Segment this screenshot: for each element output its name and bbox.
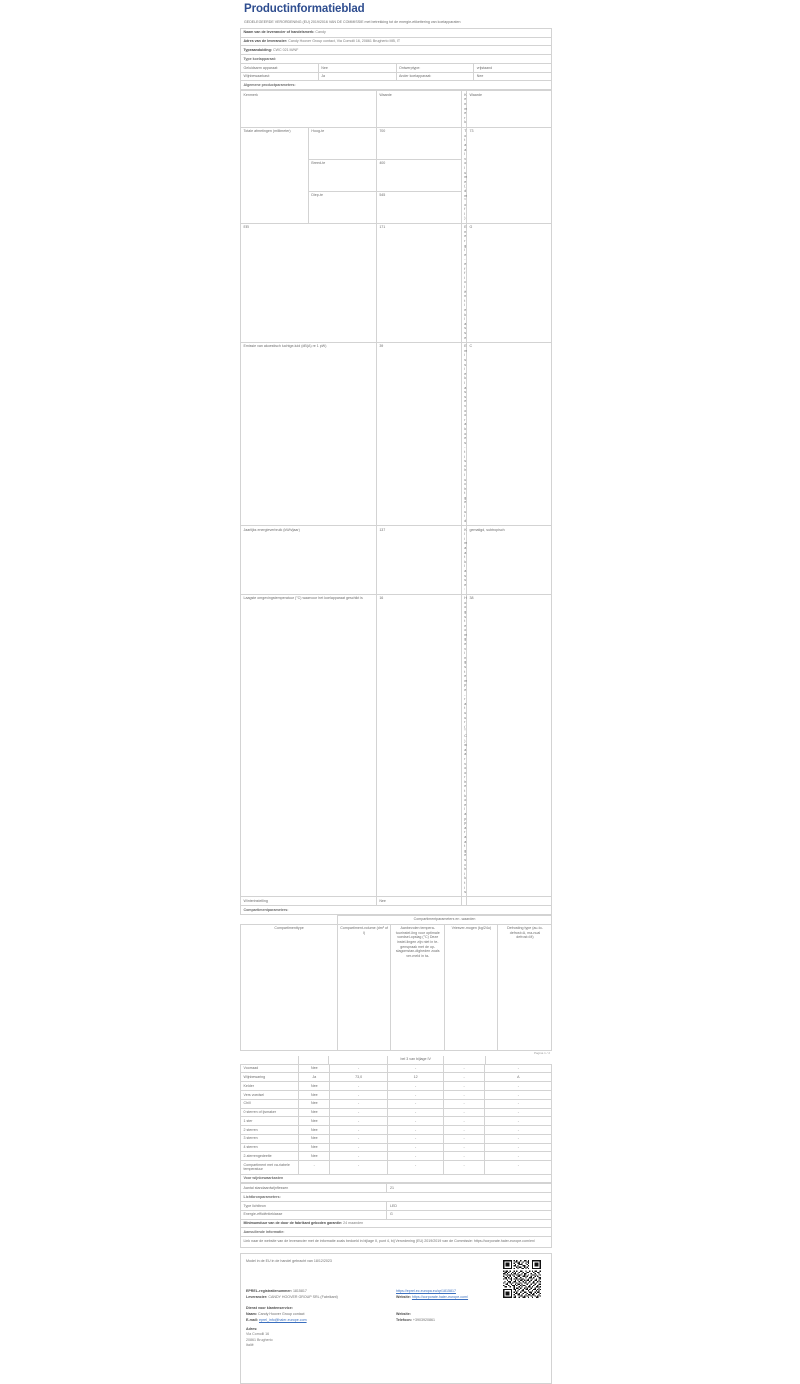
compartment-freeze-cell: -	[443, 1108, 485, 1117]
footer-contact-row	[246, 1317, 546, 1323]
compartment-present-cell: Nee	[299, 1143, 329, 1152]
table-row	[241, 46, 552, 55]
model-label: Typeaanduiding:	[243, 47, 272, 52]
compartment-present-cell: Ja	[299, 1073, 329, 1082]
supplier-name-value: Candy	[315, 30, 326, 35]
table-row	[241, 1064, 552, 1073]
compartment-volume-cell: -	[329, 1126, 387, 1135]
table-row	[241, 1108, 552, 1117]
compartment-freeze-header: Vriesver-mogen (kg/24u)	[444, 924, 498, 1050]
service-website-label: Website:	[396, 1312, 411, 1317]
document-page	[240, 0, 552, 1348]
wine-cabinets-section-label: Voor wijnbewaarkasten	[241, 1174, 552, 1183]
table-row	[241, 1201, 552, 1210]
compartment-type-cell: 2-sterrengedeelte	[241, 1152, 299, 1161]
address-line-1: Via Comolli 16	[246, 1332, 270, 1337]
energy-class-value: G	[467, 223, 552, 342]
climate-class-label: Klimaatklasse:	[461, 526, 466, 595]
header-kenmerk-1: Kenmerk	[241, 91, 377, 127]
table-row	[241, 37, 552, 46]
table-row	[241, 1090, 552, 1099]
phone-block	[396, 1317, 546, 1323]
table-row	[241, 1237, 552, 1248]
supplier-address-value: Candy Hoover Group contact, Via Comolli 16, 20861 Brugherio MB, IT	[288, 39, 401, 44]
other-appliance-label: Ander koelapparaat:	[396, 72, 474, 81]
light-class-label: Energie-efficiëntieklasse	[241, 1210, 387, 1219]
footer-supplier-value: CANDY HOOVER GROUP SRL (Fabrikant)	[268, 1295, 338, 1300]
table-row	[241, 1184, 552, 1193]
table-row	[241, 1193, 552, 1202]
table-header-row	[241, 91, 552, 127]
compartment-blank-cell-2	[304, 915, 337, 924]
compartment-present-cell: Nee	[299, 1152, 329, 1161]
compartment-present-cell: Nee	[299, 1099, 329, 1108]
noise-emission-value: 39	[376, 342, 461, 525]
page-marker: Pagina 1 / 2	[533, 1050, 550, 1055]
dimension-width-name: Breed-te	[308, 159, 376, 191]
compartment-freeze-cell: -	[443, 1152, 485, 1161]
compartment-defrost-cell: -	[485, 1134, 552, 1143]
table-row	[241, 1143, 552, 1152]
annual-energy-value: 137	[376, 526, 461, 595]
compartment-temp-cell: -	[388, 1082, 444, 1091]
compartment-temp-cell: -	[388, 1108, 444, 1117]
compartment-temp-cell: -	[388, 1126, 444, 1135]
compartment-volume-cell: -	[329, 1108, 387, 1117]
supplier-block	[246, 1294, 396, 1300]
compartment-freeze-cell: -	[443, 1090, 485, 1099]
compartment-blank-cell	[241, 915, 305, 924]
design-type-label: Ontwerptype:	[396, 63, 474, 72]
footer-supplier-label: Leverancier:	[246, 1295, 268, 1300]
address-line-2: 20861 Brugherio	[246, 1337, 273, 1342]
header-waarde-1: Waarde	[376, 91, 461, 127]
compartment-present-cell: Nee	[299, 1108, 329, 1117]
cont-blank-5	[485, 1056, 552, 1064]
email-block	[246, 1317, 396, 1323]
table-row	[241, 342, 552, 525]
dimension-width-value: 400	[376, 159, 461, 191]
qr-code-svg	[503, 1260, 541, 1298]
supplier-address-label: Adres van de leverancier:	[243, 39, 288, 44]
compartment-type-cell: Chill	[241, 1099, 299, 1108]
empty-value-cell	[467, 897, 552, 906]
compartment-freeze-cell: -	[443, 1099, 485, 1108]
compartment-freeze-cell: -	[443, 1161, 485, 1174]
light-class-value: G	[387, 1210, 552, 1219]
compartment-defrost-header: Defrosting type (au-to-defrost=A, ma-nual defrost=M)	[498, 924, 552, 1050]
table-row	[241, 906, 552, 915]
compartment-temp-header-cont: bel 3 van bijlage IV	[388, 1056, 444, 1064]
compartment-type-cell: Voorraad	[241, 1064, 299, 1073]
compartment-freeze-cell: -	[443, 1126, 485, 1135]
compartment-type-header: Compartimenttype	[241, 924, 338, 1050]
table-row	[241, 897, 552, 906]
compartment-volume-cell: -	[329, 1082, 387, 1091]
compartment-table	[240, 915, 552, 1051]
table-row	[241, 526, 552, 595]
cont-blank-1	[240, 1056, 298, 1064]
table-row	[241, 1073, 552, 1082]
compartment-defrost-cell: -	[485, 1082, 552, 1091]
additional-info-section-label: Aanvullende informatie:	[241, 1228, 552, 1237]
table-row	[241, 1117, 552, 1126]
email-value[interactable]: eprel_info@haier-europe.com	[258, 1318, 307, 1323]
compartment-present-cell: -	[299, 1161, 329, 1174]
footer-supplier-row	[246, 1294, 546, 1300]
additional-info-cell	[241, 1237, 552, 1248]
min-ambient-label: Laagste omgevingstemperatuur (°C) waarvoor het koelapparaat geschikt is	[241, 594, 377, 897]
table-row	[241, 594, 552, 897]
compartment-type-cell: 2 sterren	[241, 1126, 299, 1135]
compartment-volume-cell: -	[329, 1117, 387, 1126]
phone-label: Telefoon:	[396, 1318, 412, 1323]
compartment-volume-cell: -	[329, 1143, 387, 1152]
general-parameters-section-label: Algemene productparameters:	[241, 81, 552, 90]
compartment-volume-cell: -	[329, 1064, 387, 1073]
compartment-defrost-cell: -	[485, 1064, 552, 1073]
compartment-present-cell: Nee	[299, 1082, 329, 1091]
compartment-temp-cell: -	[388, 1117, 444, 1126]
compartment-freeze-cell: -	[443, 1064, 485, 1073]
compartment-freeze-cell: -	[443, 1143, 485, 1152]
dimension-depth-name: Diep-te	[308, 191, 376, 223]
eprel-label: EPREL-registratienummer:	[246, 1289, 292, 1294]
compartment-temp-cell: -	[388, 1090, 444, 1099]
cont-blank-3	[329, 1056, 388, 1064]
eprel-value: 1815817	[292, 1289, 307, 1294]
model-placed-line: Model in de EU in de handel gebracht van 18/12/2023	[246, 1259, 332, 1264]
compartment-defrost-cell: -	[485, 1143, 552, 1152]
additional-info-link[interactable]: https://corporate.haier-europe.com/en/	[473, 1238, 535, 1243]
table-row	[241, 55, 552, 64]
table-row	[241, 1210, 552, 1219]
compartment-temp-cell: -	[388, 1161, 444, 1174]
eprel-link[interactable]: https://eprel.ec.europa.eu/qr/1815817	[396, 1289, 456, 1294]
compartment-present-cell: Nee	[299, 1064, 329, 1073]
energy-class-label: Energie-efficiëntieklasse	[461, 223, 466, 342]
compartment-defrost-cell: -	[485, 1108, 552, 1117]
compartment-type-cell: Kelder	[241, 1082, 299, 1091]
compartment-type-cell: Compartiment met va-riabele temperatuur	[241, 1161, 299, 1174]
cont-blank-2	[298, 1056, 328, 1064]
compartment-rows-table	[240, 1064, 552, 1184]
compartment-volume-cell: -	[329, 1099, 387, 1108]
table-row	[241, 1219, 552, 1228]
compartment-temp-cell: -	[388, 1152, 444, 1161]
service-header: Dienst voor klantenservice:	[246, 1306, 293, 1311]
compartment-present-cell: Nee	[299, 1117, 329, 1126]
compartment-rows-body	[241, 1064, 552, 1183]
header-waarde-2: Waarde	[467, 91, 552, 127]
table-header-row	[241, 924, 552, 1050]
model-value: CWC 021 M/NF	[272, 47, 299, 52]
winter-setting-label: Winterinstelling	[241, 897, 377, 906]
compartment-type-cell: 3 sterren	[241, 1134, 299, 1143]
header-kenmerk-2: Kenmerk	[461, 91, 466, 127]
table-row	[241, 1082, 552, 1091]
table-row	[241, 127, 552, 159]
bottles-value: 21	[387, 1184, 552, 1193]
compartment-temp-cell: 12	[388, 1073, 444, 1082]
qr-code[interactable]	[503, 1260, 541, 1298]
service-name-value: Candy Hoover Group contact	[258, 1312, 305, 1317]
compartment-defrost-cell: -	[485, 1099, 552, 1108]
dimensions-label: Totale afmetingen (millimeter)	[241, 127, 309, 223]
dimension-height-value: 700	[376, 127, 461, 159]
table-row	[241, 223, 552, 342]
compartment-volume-cell: -	[329, 1090, 387, 1099]
annual-energy-label: Jaarlijks energieverbruik (kWh/jaar)	[241, 526, 377, 595]
additional-info-text: Link naar de website van de leverancier met de informatie zoals bedoeld in bijlage II, punt 4, bij Verordening (EU) 2019/2019 van de Commissie:	[243, 1238, 473, 1243]
compartment-defrost-cell: A	[485, 1073, 552, 1082]
compartment-type-cell: 0 sterren of ijsmaker	[241, 1108, 299, 1117]
table-row	[240, 1056, 552, 1064]
compartment-present-cell: Nee	[299, 1134, 329, 1143]
cont-blank-4	[443, 1056, 485, 1064]
climate-class-value: gematigd, subtropisch	[467, 526, 552, 595]
winter-setting-value: Nee	[376, 897, 461, 906]
min-ambient-value: 16	[376, 594, 461, 897]
table-row	[241, 72, 552, 81]
compartment-defrost-cell: -	[485, 1152, 552, 1161]
total-volume-value: 73	[467, 127, 552, 223]
compartment-type-cell: 1 ster	[241, 1117, 299, 1126]
warranty-cell	[241, 1219, 552, 1228]
compartment-volume-cell: -	[329, 1134, 387, 1143]
noise-class-label: Emissieklasse voor akoes-tisch luchtgeluid	[461, 342, 466, 525]
supplier-name-cell	[241, 28, 552, 37]
table-row	[241, 1228, 552, 1237]
compartment-freeze-cell: -	[443, 1073, 485, 1082]
table-row	[241, 1134, 552, 1143]
low-noise-label: Geluidsarm apparaat:	[241, 63, 319, 72]
other-appliance-value: Nee	[474, 72, 552, 81]
compartment-table-continued	[240, 1056, 552, 1064]
compartment-present-cell: Nee	[299, 1090, 329, 1099]
dimension-height-name: Hoog-te	[308, 127, 376, 159]
table-row	[241, 81, 552, 90]
compartment-temp-cell: -	[388, 1134, 444, 1143]
compartment-defrost-cell: -	[485, 1126, 552, 1135]
footer-website-link[interactable]: https://corporate.haier-europe.com/	[411, 1295, 469, 1300]
eei-label: EEI	[241, 223, 377, 342]
compartment-volume-cell: 73,0	[329, 1073, 387, 1082]
wine-bottles-table	[240, 1183, 552, 1248]
phone-value: +3903920861	[412, 1318, 435, 1323]
compartment-volume-cell: -	[329, 1152, 387, 1161]
table-row	[241, 1099, 552, 1108]
compartment-temp-cell: -	[388, 1143, 444, 1152]
compartment-type-cell: Wijnbewaring	[241, 1073, 299, 1082]
footer-website-label: Website:	[396, 1295, 411, 1300]
footer-box	[240, 1253, 552, 1384]
compartment-temp-cell: -	[388, 1099, 444, 1108]
wine-cabinet-value: Ja	[318, 72, 396, 81]
warranty-label: Minimumduur van de door de fabrikant geboden garantie:	[243, 1221, 343, 1226]
email-label: E-mail:	[246, 1318, 258, 1323]
max-ambient-value: 38	[467, 594, 552, 897]
compartment-freeze-cell: -	[443, 1134, 485, 1143]
supplier-address-cell	[241, 37, 552, 46]
compartment-group-header: Compartimentparameters en -waarden	[337, 915, 551, 924]
compartment-type-cell: 4 sterren	[241, 1143, 299, 1152]
table-row	[241, 28, 552, 37]
model-cell	[241, 46, 552, 55]
compartment-defrost-cell: -	[485, 1161, 552, 1174]
max-ambient-label: Hoogste omgevingstempe-ratuur (°C) waarvoor het koelapparaat geschikt is	[461, 594, 466, 897]
compartment-volume-header: Compartiment-volume (dm³ of l)	[337, 924, 391, 1050]
dimension-depth-value: 545	[376, 191, 461, 223]
appliance-type-section-label: Type koelapparaat:	[241, 55, 552, 64]
compartment-type-cell: Vers voedsel	[241, 1090, 299, 1099]
table-row	[241, 63, 552, 72]
table-row	[241, 1174, 552, 1183]
compartment-defrost-cell: -	[485, 1117, 552, 1126]
compartment-volume-cell: -	[329, 1161, 387, 1174]
light-source-section-label: Lichtbronparameters:	[241, 1193, 552, 1202]
bottles-label: Aantal standaardwijnflessen	[241, 1184, 387, 1193]
address-label: Adres:	[246, 1327, 258, 1332]
noise-emission-label: Emissie van akoestisch luchtge-luid (dB(A) re 1 pW)	[241, 342, 377, 525]
compartment-freeze-cell: -	[443, 1082, 485, 1091]
compartment-defrost-cell: -	[485, 1090, 552, 1099]
compartment-parameters-section-label: Compartimentparameters:	[241, 906, 552, 915]
compartment-temp-cell: -	[388, 1064, 444, 1073]
page-title: Productinformatieblad	[244, 3, 365, 15]
supplier-table	[240, 28, 552, 90]
supplier-name-label: Naam van de leverancier of handelsmerk:	[243, 30, 315, 35]
light-type-value: LED	[387, 1201, 552, 1210]
compartment-present-cell: Nee	[299, 1126, 329, 1135]
regulation-intro: GEDELEGEERDE VERORDENING (EU) 2019/2016 VAN DE COMMISSIE met betrekking tot de energie-etikettering van koelapparaten	[244, 20, 461, 24]
noise-class-value: C	[467, 342, 552, 525]
service-name-label: Naam:	[246, 1312, 257, 1317]
table-row	[241, 1161, 552, 1174]
warranty-value: 24 maanden	[343, 1221, 364, 1226]
design-type-value: vrijstaand	[474, 63, 552, 72]
light-type-label: Type lichtbron	[241, 1201, 387, 1210]
low-noise-value: Nee	[318, 63, 396, 72]
total-volume-label: Totaal volume (dm³ of l)	[461, 127, 466, 223]
table-row	[241, 1152, 552, 1161]
eei-value: 171	[376, 223, 461, 342]
compartment-temp-header: Aanbevolen tempera-tuurinstel-ling voor optimale voedsel-opslag (°C) Deze instel-lingen zijn niet in te-genspraak met de op-slagomstan-digheden zoals ver-meld in ta-	[391, 924, 445, 1050]
wine-cabinet-label: Wijnbewaarkast:	[241, 72, 319, 81]
address-line-3: Italië	[246, 1343, 254, 1348]
compartment-freeze-cell: -	[443, 1117, 485, 1126]
table-row	[241, 1126, 552, 1135]
general-parameters-table	[240, 90, 552, 915]
table-row	[241, 915, 552, 924]
